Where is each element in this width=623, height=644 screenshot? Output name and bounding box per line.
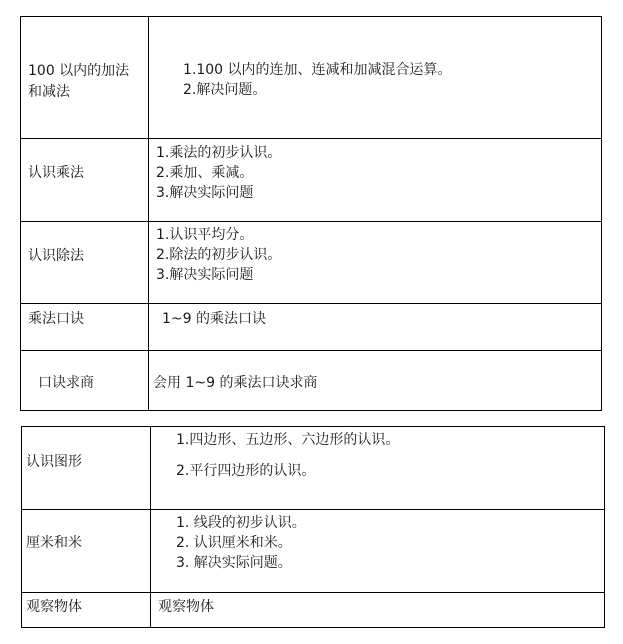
topic-line: 认识乘法 bbox=[28, 165, 84, 181]
content-line: 观察物体 bbox=[158, 599, 214, 615]
content-line: 1.100 以内的连加、连减和加减混合运算。 bbox=[183, 62, 452, 78]
table-row bbox=[21, 351, 602, 411]
table-row bbox=[21, 139, 602, 222]
topic-cell bbox=[21, 222, 149, 304]
topic-cell bbox=[22, 427, 151, 510]
topic-cell bbox=[21, 17, 149, 139]
content-cell bbox=[151, 510, 605, 593]
topic-cell bbox=[21, 304, 149, 351]
content-line: 2. 认识厘米和米。 bbox=[176, 535, 292, 551]
content-line: 2.平行四边形的认识。 bbox=[176, 463, 316, 479]
content-cell bbox=[149, 139, 602, 222]
topic-line: 厘米和米 bbox=[26, 535, 82, 551]
topic-cell bbox=[21, 139, 149, 222]
content-line: 1.乘法的初步认识。 bbox=[156, 145, 282, 161]
topic-line: 乘法口诀 bbox=[28, 311, 84, 327]
content-line: 1.认识平均分。 bbox=[156, 227, 254, 243]
content-cell bbox=[149, 304, 602, 351]
curriculum-table-1 bbox=[20, 16, 602, 411]
content-line: 1.四边形、五边形、六边形的认识。 bbox=[176, 432, 400, 448]
content-cell bbox=[149, 222, 602, 304]
content-line: 2.乘加、乘减。 bbox=[156, 165, 254, 181]
content-line: 2.除法的初步认识。 bbox=[156, 247, 282, 263]
content-line: 1~9 的乘法口诀 bbox=[162, 311, 266, 327]
content-line: 2.解决问题。 bbox=[183, 82, 267, 98]
content-cell bbox=[149, 17, 602, 139]
topic-cell bbox=[21, 351, 149, 411]
topic-line: 100 以内的加法 bbox=[28, 63, 130, 79]
content-line: 3. 解决实际问题。 bbox=[176, 555, 292, 571]
content-line: 1. 线段的初步认识。 bbox=[176, 515, 306, 531]
topic-line: 口诀求商 bbox=[38, 375, 94, 391]
curriculum-table-2 bbox=[21, 426, 605, 628]
table-row bbox=[21, 304, 602, 351]
content-cell bbox=[151, 427, 605, 510]
content-line: 会用 1~9 的乘法口诀求商 bbox=[153, 375, 318, 391]
content-line: 3.解决实际问题 bbox=[156, 185, 254, 201]
table-row bbox=[22, 510, 605, 593]
table-row bbox=[21, 222, 602, 304]
content-cell bbox=[149, 351, 602, 411]
topic-line: 认识除法 bbox=[28, 248, 84, 264]
topic-line: 和减法 bbox=[28, 84, 70, 100]
topic-cell bbox=[22, 593, 151, 628]
topic-cell bbox=[22, 510, 151, 593]
content-line: 3.解决实际问题 bbox=[156, 267, 254, 283]
table-row bbox=[22, 593, 605, 628]
table-row bbox=[21, 17, 602, 139]
topic-line: 认识图形 bbox=[26, 454, 82, 470]
topic-line: 观察物体 bbox=[26, 599, 82, 615]
table-row bbox=[22, 427, 605, 510]
content-cell bbox=[151, 593, 605, 628]
